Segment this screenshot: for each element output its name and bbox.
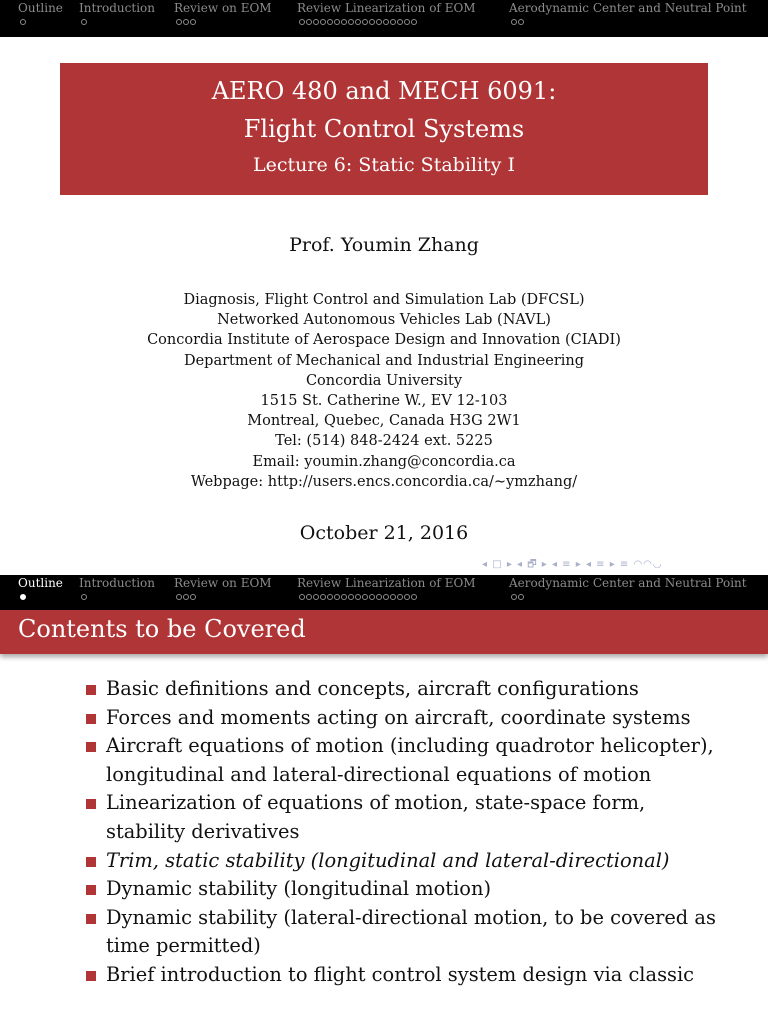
nav-dot[interactable] [183,594,189,600]
list-item [84,904,724,961]
nav-dot[interactable] [176,594,182,600]
nav-dot[interactable] [369,594,375,600]
nav-dot[interactable] [390,594,396,600]
nav-dot[interactable] [383,19,389,25]
nav-section-label: Review on EOM [174,1,272,15]
nav-dot[interactable] [176,19,182,25]
author-name: Prof. Youmin Zhang [289,234,479,256]
affiliation-line: 1515 St. Catherine W., EV 12-103 [260,393,508,410]
presentation-title-line-2: Flight Control Systems [243,115,525,143]
nav-dots [299,19,417,25]
nav-dot[interactable] [511,594,517,600]
list-item-text: Trim, static stability (longitudinal and lateral-directional) [106,848,670,872]
nav-dot[interactable] [397,594,403,600]
nav-dot[interactable] [327,19,333,25]
square-bullet-icon [86,914,96,924]
nav-dot[interactable] [313,594,319,600]
list-item-text: Brief introduction to flight control system design via classic [106,962,695,986]
nav-section-label: Introduction [79,1,155,15]
list-item-text: Aircraft equations of motion (including quadrotor helicopter), longitudinal and lateral-directional equations of motion [106,734,714,786]
nav-dots [81,594,87,600]
affiliation-webpage: Webpage: http://users.encs.concordia.ca/∼ymzhang/ [190,473,578,490]
nav-dot[interactable] [348,19,354,25]
nav-dot[interactable] [411,19,417,25]
nav-dot[interactable] [411,594,417,600]
nav-dot[interactable] [327,594,333,600]
affiliation-line: Tel: (514) 848-2424 ext. 5225 [275,433,493,450]
list-item [84,732,724,789]
list-item-text: Linearization of equations of motion, state-space form, stability derivatives [106,791,646,843]
nav-dot[interactable] [355,19,361,25]
square-bullet-icon [86,714,96,724]
beamer-navigation-symbols[interactable]: ◂ □ ▸ ◂ 🗗 ▸ ◂ ≡ ▸ ◂ ≡ ▸ ≡ ◠◠◡ [482,559,663,570]
nav-dot[interactable] [376,19,382,25]
nav-dot[interactable] [404,19,410,25]
section-navbar [0,575,768,612]
nav-dot[interactable] [397,19,403,25]
nav-dots [20,594,26,600]
nav-dot[interactable] [369,19,375,25]
list-item [84,704,724,733]
nav-dots [176,594,196,600]
nav-section-label: Aerodynamic Center and Neutral Point [509,1,747,15]
nav-dot[interactable] [320,19,326,25]
nav-dot[interactable] [348,594,354,600]
square-bullet-icon [86,685,96,695]
affiliation-email: Email: youmin.zhang@concordia.ca [252,453,516,470]
presentation-subtitle: Lecture 6: Static Stability I [253,154,515,176]
affiliation-line: Concordia Institute of Aerospace Design and Innovation (CIADI) [147,332,621,349]
nav-dot[interactable] [190,594,196,600]
list-item [84,789,724,846]
list-item [84,875,724,904]
presentation-date: October 21, 2016 [299,522,469,544]
nav-dot[interactable] [518,594,524,600]
nav-dot[interactable] [341,594,347,600]
nav-dot[interactable] [320,594,326,600]
affiliation-line: Diagnosis, Flight Control and Simulation Lab (DFCSL) [183,292,585,308]
nav-dot[interactable] [306,594,312,600]
nav-section-label: Outline [18,1,63,15]
nav-dot[interactable] [313,19,319,25]
nav-dot[interactable] [404,594,410,600]
nav-dot[interactable] [20,19,26,25]
affiliation-line: Department of Mechanical and Industrial Engineering [183,352,585,369]
list-item-text: Forces and moments acting on aircraft, coordinate systems [106,705,691,729]
nav-dot[interactable] [518,19,524,25]
nav-dot[interactable] [299,594,305,600]
nav-dot[interactable] [362,19,368,25]
nav-section-label: Outline [18,576,63,590]
nav-dot[interactable] [376,594,382,600]
nav-dot[interactable] [390,19,396,25]
affiliation-line: Concordia University [305,372,463,389]
nav-dot[interactable] [355,594,361,600]
presentation-title-line-1: AERO 480 and MECH 6091: [211,77,557,105]
nav-section-label: Review Linearization of EOM [297,1,476,15]
square-bullet-icon [86,971,96,981]
nav-section-label: Review on EOM [174,576,272,590]
frame-title-bar [0,610,768,654]
affiliation-line: Networked Autonomous Vehicles Lab (NAVL) [217,312,551,329]
nav-dots [511,19,524,25]
nav-dot[interactable] [190,19,196,25]
nav-section-label: Introduction [79,576,155,590]
nav-dots [511,594,524,600]
nav-dots [299,594,417,600]
contents-slide [0,575,768,1024]
nav-dots [20,19,26,25]
title-box [60,63,708,195]
nav-dots [81,19,87,25]
nav-dot[interactable] [334,19,340,25]
square-bullet-icon [86,885,96,895]
nav-dot[interactable] [334,594,340,600]
nav-dot[interactable] [341,19,347,25]
nav-dot[interactable] [383,594,389,600]
square-bullet-icon [86,857,96,867]
nav-dot[interactable] [183,19,189,25]
contents-list [84,675,724,990]
nav-dot[interactable] [511,19,517,25]
nav-dot[interactable] [306,19,312,25]
square-bullet-icon [86,742,96,752]
list-item [84,961,724,990]
section-navbar [0,0,768,37]
nav-dots [176,19,196,25]
nav-section-label: Review Linearization of EOM [297,576,476,590]
list-item-text: Basic definitions and concepts, aircraft configurations [106,677,639,700]
nav-dot[interactable] [362,594,368,600]
nav-dot[interactable] [81,594,87,600]
nav-dot[interactable] [299,19,305,25]
nav-section-label: Aerodynamic Center and Neutral Point [509,576,747,590]
list-item-text: Dynamic stability (longitudinal motion) [106,877,492,901]
affiliation-line: Montreal, Quebec, Canada H3G 2W1 [247,413,521,430]
list-item-text: Dynamic stability (lateral-directional motion, to be covered as time permitted) [106,905,716,958]
list-item [84,847,724,876]
nav-dot[interactable] [20,594,26,600]
nav-dot[interactable] [81,19,87,25]
list-item [84,675,724,704]
square-bullet-icon [86,799,96,809]
frame-title: Contents to be Covered [18,615,306,643]
affiliation-block [0,290,768,492]
